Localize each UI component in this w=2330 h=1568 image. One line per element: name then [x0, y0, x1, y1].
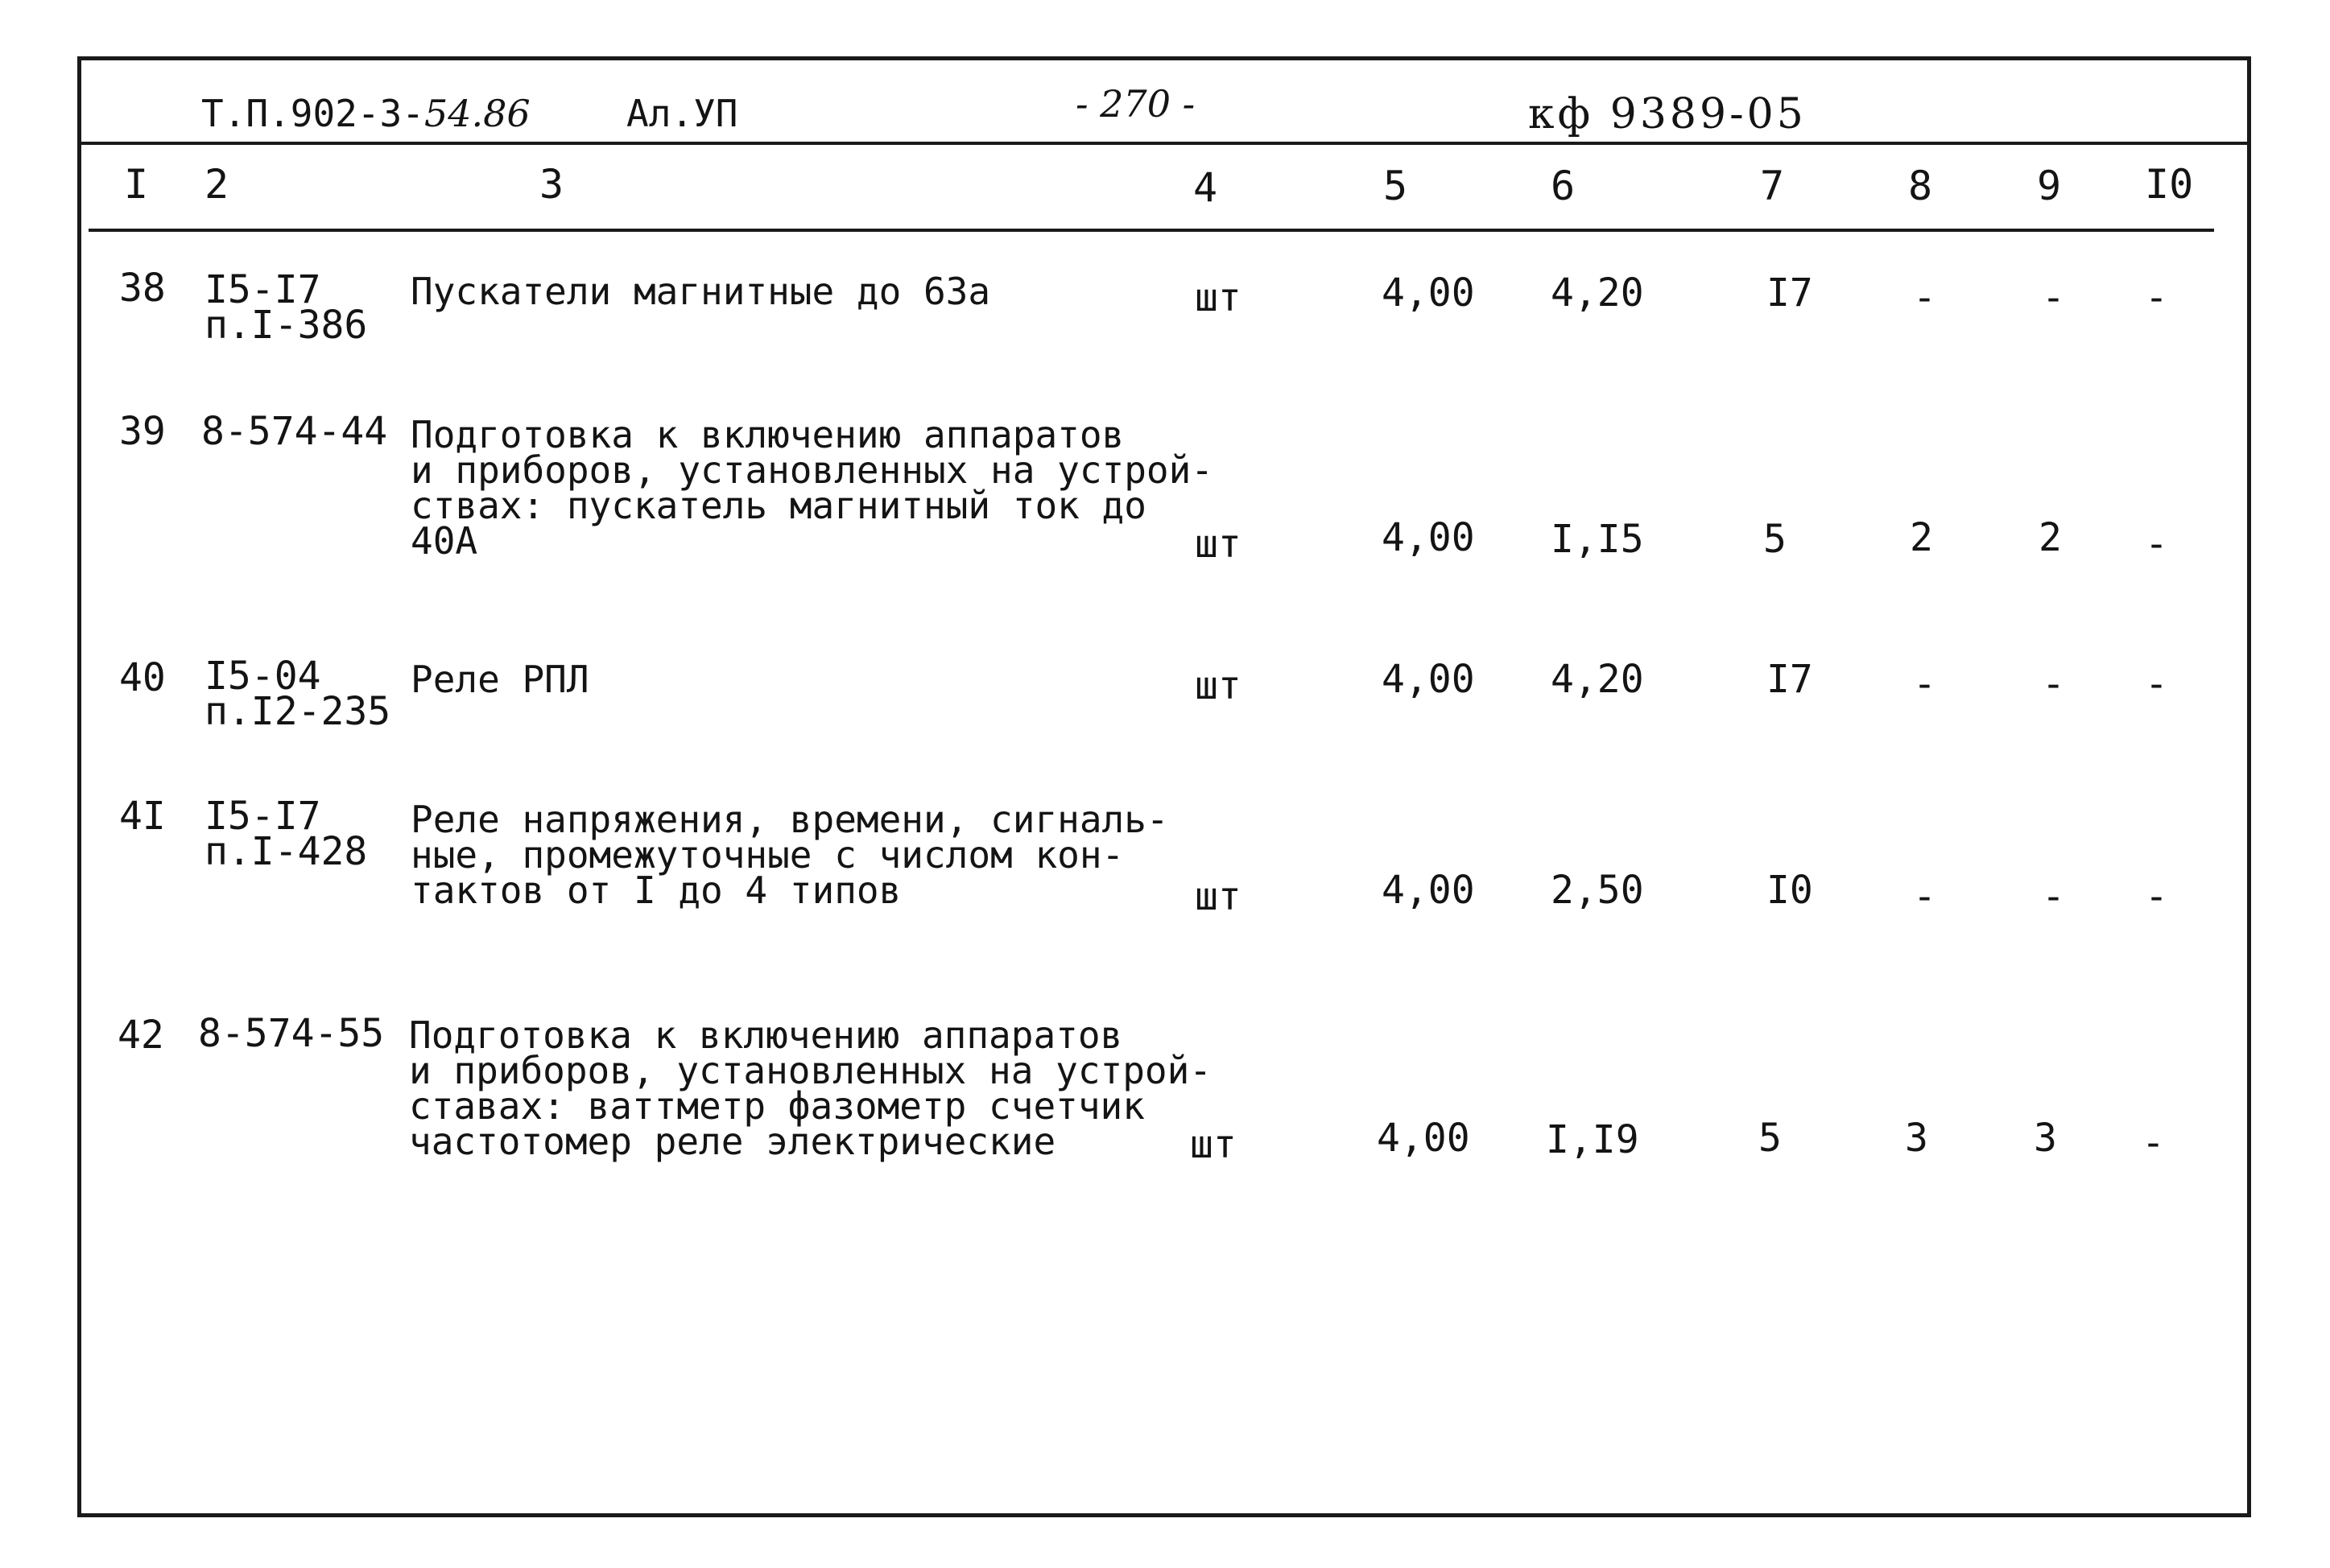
row-number: 42	[118, 1013, 164, 1058]
column-header: 6	[1551, 163, 1576, 209]
col7-value: 5	[1758, 1116, 1782, 1161]
norm-code	[201, 409, 388, 454]
col7-value: I7	[1766, 657, 1813, 702]
norm-code-line: п.I-428	[204, 829, 368, 874]
row-number: 39	[119, 409, 166, 454]
col7-value: I7	[1766, 270, 1813, 316]
norm-code-line: п.I2-235	[204, 689, 391, 734]
column-header: 2	[204, 161, 229, 208]
col10-value: -	[2145, 275, 2168, 320]
norm-code	[204, 654, 391, 734]
col8-value: -	[1913, 662, 1936, 707]
col8-value: 2	[1910, 515, 1933, 560]
col5-value: 4,00	[1382, 515, 1475, 560]
col10-value: -	[2145, 874, 2168, 919]
description-line: ставах: ваттметр фазометр счетчик	[409, 1084, 1145, 1128]
column-header: 8	[1908, 163, 1933, 209]
album-label: Ал.УП	[626, 92, 738, 135]
column-header: I	[124, 161, 149, 208]
unit: шт	[1190, 1122, 1237, 1167]
norm-code	[204, 794, 368, 874]
column-header: 9	[2037, 163, 2062, 209]
norm-code	[204, 267, 368, 348]
col6-value: I,I9	[1546, 1117, 1639, 1162]
norm-code-line: I5-I7	[204, 794, 321, 839]
description-line: тактов от I до 4 типов	[411, 869, 902, 912]
col8-value: -	[1913, 874, 1936, 919]
col10-value: -	[2145, 662, 2168, 707]
column-header: 5	[1383, 163, 1408, 209]
description-line: Реле РПЛ	[411, 658, 589, 701]
col6-value: 2,50	[1551, 868, 1644, 913]
row-number: 4I	[119, 794, 166, 839]
description-line: ные, промежуточные с числом кон-	[411, 833, 1125, 877]
description-line: Подготовка к включению аппаратов	[411, 413, 1125, 456]
norm-code-line: I5-I7	[204, 267, 321, 312]
column-header: I0	[2145, 161, 2194, 208]
column-header: 3	[539, 161, 564, 208]
unit: шт	[1195, 275, 1241, 320]
description-line: частотомер реле электрические	[409, 1120, 1056, 1163]
unit: шт	[1195, 522, 1241, 567]
header-rule	[81, 142, 2248, 145]
row-number: 40	[119, 655, 166, 700]
col9-value: -	[2042, 662, 2065, 707]
col5-value: 4,00	[1382, 270, 1475, 316]
column-header: 4	[1193, 164, 1218, 211]
col5-value: 4,00	[1382, 868, 1475, 913]
stamp-number: кф 9389-05	[1528, 90, 1807, 138]
unit: шт	[1195, 663, 1241, 708]
col10-value: -	[2142, 1120, 2165, 1166]
col8-value: -	[1913, 275, 1936, 320]
row-number: 38	[119, 266, 166, 311]
col6-value: 4,20	[1551, 657, 1644, 702]
norm-code	[198, 1011, 385, 1056]
col9-value: -	[2042, 275, 2065, 320]
doc-number: Т.П.902-3-54.86	[201, 92, 531, 135]
work-description	[409, 1013, 1212, 1163]
page-number: - 270 -	[1076, 82, 1196, 126]
col8-value: 3	[1905, 1116, 1928, 1161]
col9-value: 3	[2034, 1116, 2057, 1161]
column-header: 7	[1760, 163, 1785, 209]
description-line: Пускатели магнитные до 63а	[411, 270, 991, 313]
col9-value: -	[2042, 874, 2065, 919]
work-description	[411, 798, 1169, 912]
unit: шт	[1195, 874, 1241, 919]
col5-value: 4,00	[1377, 1116, 1470, 1161]
work-description	[411, 413, 1213, 563]
description-line: 40А	[411, 519, 478, 563]
work-description	[411, 270, 991, 313]
norm-code-line: п.I-386	[204, 303, 368, 348]
norm-code-line: I5-04	[204, 654, 321, 699]
norm-code-line: 8-574-55	[198, 1011, 385, 1056]
col10-value: -	[2145, 522, 2168, 567]
col6-value: 4,20	[1551, 270, 1644, 316]
description-line: и приборов, установленных на устрой-	[411, 448, 1213, 492]
col5-value: 4,00	[1382, 657, 1475, 702]
col7-value: I0	[1766, 868, 1813, 913]
description-line: Реле напряжения, времени, сигналь-	[411, 798, 1169, 841]
description-line: ствах: пускатель магнитный ток до	[411, 484, 1146, 527]
description-line: Подготовка к включению аппаратов	[409, 1013, 1123, 1057]
col9-value: 2	[2039, 515, 2062, 560]
column-header-rule	[89, 229, 2214, 232]
description-line: и приборов, установленных на устрой-	[409, 1049, 1212, 1092]
col7-value: 5	[1763, 517, 1787, 562]
col6-value: I,I5	[1551, 517, 1644, 562]
norm-code-line: 8-574-44	[201, 409, 388, 454]
work-description	[411, 658, 589, 701]
